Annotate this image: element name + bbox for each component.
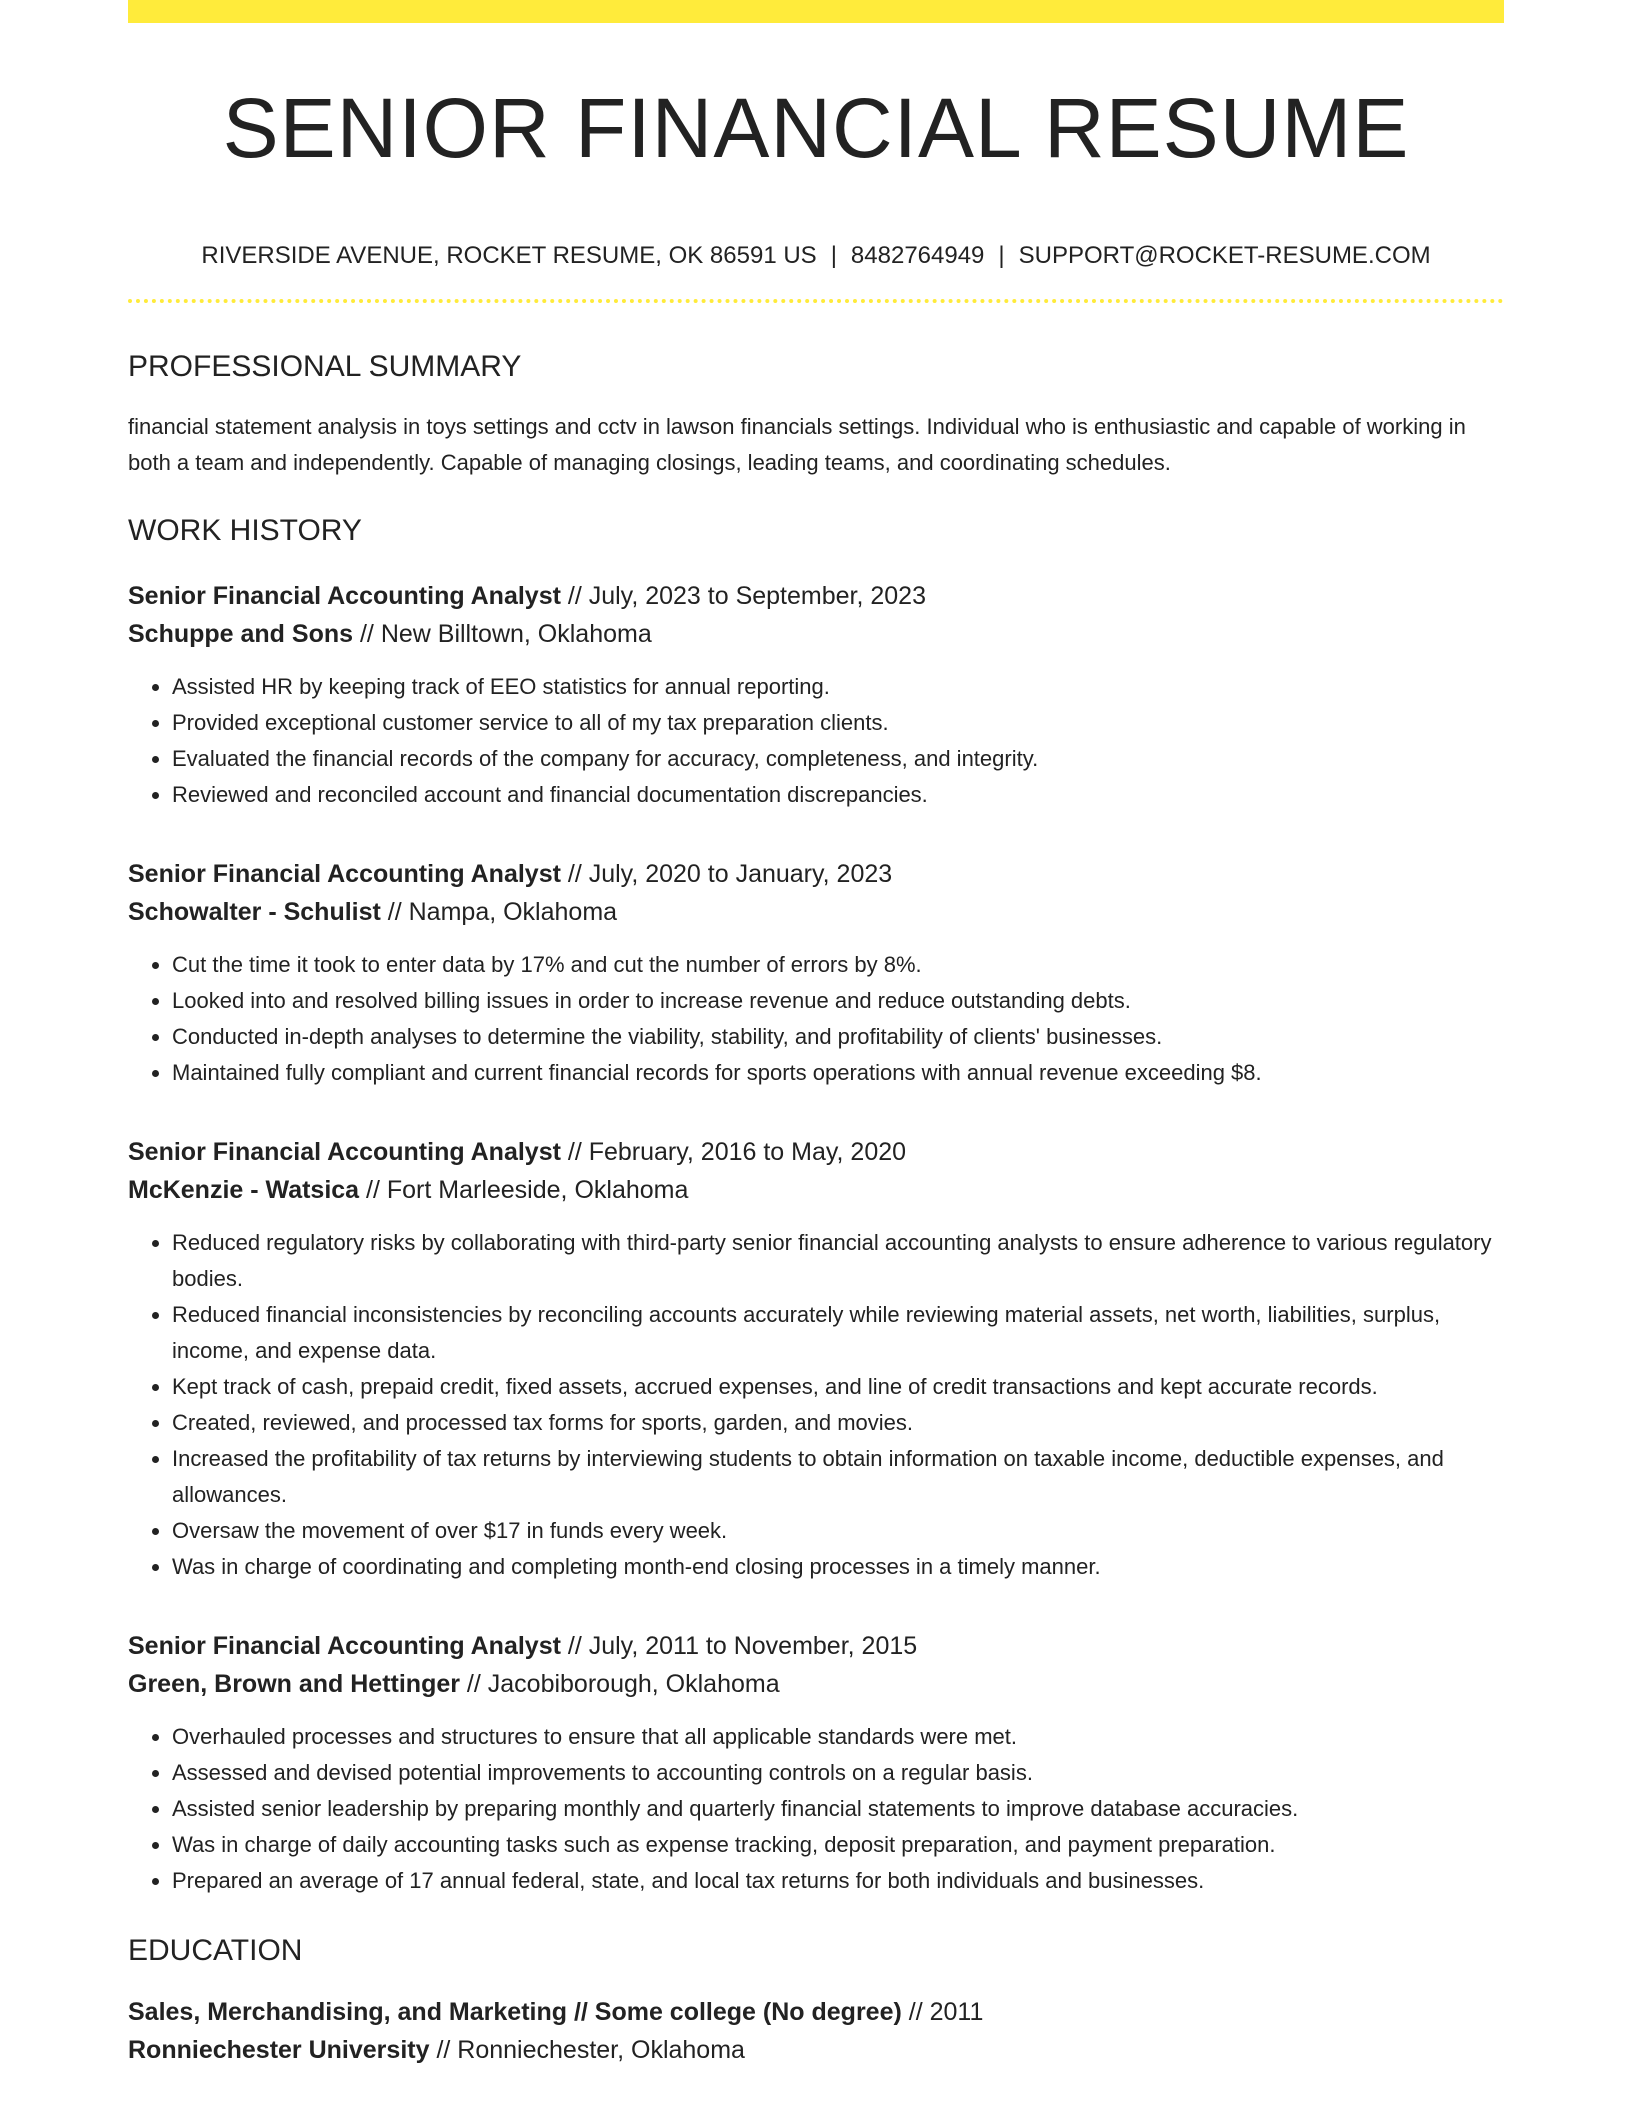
education-school-line [128,2031,1504,2069]
job-company-line [128,893,1504,931]
job-company-line [128,615,1504,653]
job-entry [128,577,1504,813]
job-bullet: • Reduced financial inconsistencies by reconciling accounts accurately while reviewing material assets, net worth, liabilities, surplus, income, and expense data. [172,1297,1504,1369]
job-bullet: • Reviewed and reconciled account and financial documentation discrepancies. [172,777,1504,813]
job-bullets [128,1719,1504,1899]
job-location: // Nampa, Oklahoma [380,897,618,926]
job-bullet: • Maintained fully compliant and current financial records for sports operations with annual revenue exceeding $8. [172,1055,1504,1091]
job-company-line [128,1665,1504,1703]
job-bullet: • Reduced regulatory risks by collaborating with third-party senior financial accounting analysts to ensure adherence to various regulatory bodies. [172,1225,1504,1297]
job-bullets [128,947,1504,1091]
education-school: Ronniechester University [128,2035,430,2064]
job-bullet: • Was in charge of daily accounting tasks such as expense tracking, deposit preparation, and payment preparation. [172,1827,1504,1863]
education-year: // 2011 [901,1997,984,2026]
job-bullet: • Conducted in-depth analyses to determine the viability, stability, and profitability of clients' businesses. [172,1019,1504,1055]
job-bullet: • Evaluated the financial records of the company for accuracy, completeness, and integrity. [172,741,1504,777]
job-dates: // July, 2020 to January, 2023 [560,859,893,888]
summary-text: financial statement analysis in toys settings and cctv in lawson financials settings. Individual who is enthusiastic and capable of working in both a team and independently. Capable of managing closings, leading teams, and coordinating schedules. [128,413,1466,475]
job-bullet: • Oversaw the movement of over $17 in funds every week. [172,1513,1504,1549]
job-company: Schuppe and Sons [128,619,354,648]
job-bullet: • Assessed and devised potential improvements to accounting controls on a regular basis. [172,1755,1504,1791]
resume-title: SENIOR FINANCIAL RESUME [222,81,1410,175]
job-location: // Fort Marleeside, Oklahoma [359,1175,689,1204]
job-dates: // July, 2011 to November, 2015 [560,1631,918,1660]
job-dates: // July, 2023 to September, 2023 [560,581,926,610]
job-entry [128,1133,1504,1585]
education-location: // Ronniechester, Oklahoma [429,2035,745,2064]
job-entry [128,1627,1504,1899]
job-bullet: • Provided exceptional customer service to all of my tax preparation clients. [172,705,1504,741]
contact-separator: | [830,242,837,269]
job-company: Schowalter - Schulist [128,897,381,926]
dotted-divider [128,299,1504,303]
education-heading: EDUCATION [128,1933,303,1967]
contact-line [128,242,1504,271]
contact-separator: | [998,242,1005,269]
job-bullet: • Created, reviewed, and processed tax forms for sports, garden, and movies. [172,1405,1504,1441]
accent-top-bar [128,0,1504,23]
job-bullet: • Was in charge of coordinating and completing month-end closing processes in a timely manner. [172,1549,1504,1585]
job-title-line [128,1133,1504,1171]
job-bullet: • Cut the time it took to enter data by 17% and cut the number of errors by 8%. [172,947,1504,983]
education-degree-line [128,1993,1504,2031]
job-entry [128,855,1504,1091]
job-bullet: • Kept track of cash, prepaid credit, fixed assets, accrued expenses, and line of credit transactions and kept accurate records. [172,1369,1504,1405]
job-title: Senior Financial Accounting Analyst [128,1137,561,1166]
job-company-line [128,1171,1504,1209]
job-company: McKenzie - Watsica [128,1175,360,1204]
job-dates: // February, 2016 to May, 2020 [560,1137,907,1166]
job-bullet: • Overhauled processes and structures to ensure that all applicable standards were met. [172,1719,1504,1755]
job-bullets [128,669,1504,813]
job-title: Senior Financial Accounting Analyst [128,859,561,888]
job-bullet: • Looked into and resolved billing issues in order to increase revenue and reduce outstanding debts. [172,983,1504,1019]
job-bullets [128,1225,1504,1585]
summary-heading: PROFESSIONAL SUMMARY [128,349,522,383]
job-bullet: • Increased the profitability of tax returns by interviewing students to obtain information on taxable income, deductible expenses, and allowances. [172,1441,1504,1513]
education-entry [128,1993,1504,2069]
job-title-line [128,1627,1504,1665]
job-title: Senior Financial Accounting Analyst [128,1631,561,1660]
job-bullet: • Assisted HR by keeping track of EEO statistics for annual reporting. [172,669,1504,705]
job-company: Green, Brown and Hettinger [128,1669,460,1698]
work-history-heading: WORK HISTORY [128,513,362,547]
contact-address: RIVERSIDE AVENUE, ROCKET RESUME, OK 86591 US [201,242,817,269]
job-location: // Jacobiborough, Oklahoma [459,1669,780,1698]
job-title: Senior Financial Accounting Analyst [128,581,561,610]
contact-email: SUPPORT@ROCKET-RESUME.COM [1018,242,1431,269]
job-title-line [128,855,1504,893]
job-location: // New Billtown, Oklahoma [353,619,652,648]
job-title-line [128,577,1504,615]
job-bullet: • Prepared an average of 17 annual federal, state, and local tax returns for both individuals and businesses. [172,1863,1504,1899]
job-bullet: • Assisted senior leadership by preparing monthly and quarterly financial statements to improve database accuracies. [172,1791,1504,1827]
education-degree: Sales, Merchandising, and Marketing // Some college (No degree) [128,1997,902,2026]
contact-phone: 8482764949 [850,242,985,269]
resume-page [128,0,1504,2069]
